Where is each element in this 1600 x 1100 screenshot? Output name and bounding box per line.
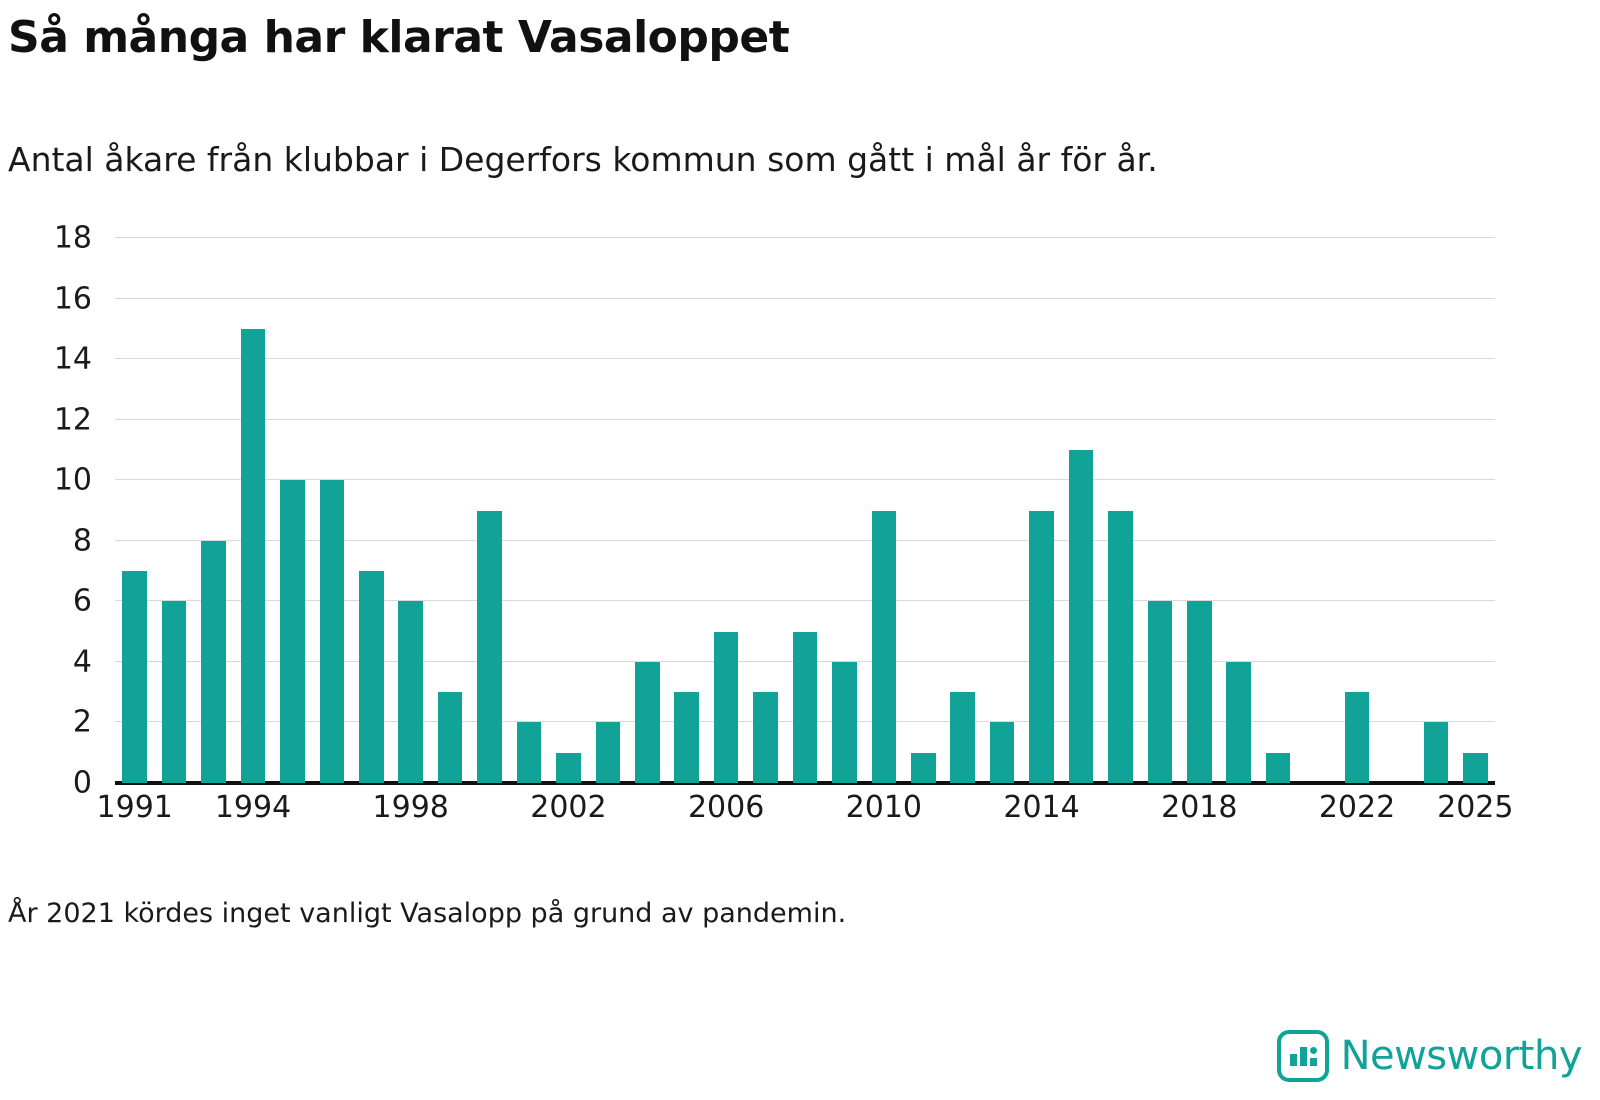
bar [398, 601, 422, 783]
bar-chart-icon [1277, 1030, 1329, 1082]
bar [122, 571, 146, 783]
bar [162, 601, 186, 783]
plot-area [115, 238, 1495, 783]
x-axis-tick-label: 1991 [96, 790, 173, 825]
gridline [115, 358, 1495, 359]
bar [1148, 601, 1172, 783]
y-axis-tick-label: 8 [72, 523, 92, 559]
bar [990, 722, 1014, 783]
y-axis-tick-label: 18 [53, 220, 92, 256]
bar [911, 753, 935, 783]
bar [201, 541, 225, 783]
x-axis-tick-label: 2002 [530, 790, 607, 825]
y-axis-tick-label: 12 [53, 402, 92, 438]
page-title: Så många har klarat Vasaloppet [8, 12, 790, 63]
bar [832, 662, 856, 783]
page-subtitle: Antal åkare från klubbar i Degerfors kommun som gått i mål år för år. [8, 140, 1158, 179]
chart-note: År 2021 kördes inget vanligt Vasalopp på grund av pandemin. [8, 898, 847, 929]
x-axis-tick-label: 2022 [1318, 790, 1396, 825]
bar [753, 692, 777, 783]
gridline [115, 298, 1495, 299]
y-axis-tick-label: 4 [72, 644, 92, 680]
bar [1266, 753, 1290, 783]
y-axis-tick-label: 14 [53, 341, 92, 377]
x-axis-tick-label: 1994 [214, 790, 292, 825]
x-axis-tick-label: 2006 [687, 790, 765, 825]
bar [714, 632, 738, 783]
y-axis-tick-label: 6 [72, 583, 92, 619]
x-axis-tick-label: 1998 [372, 790, 449, 825]
bar [320, 480, 344, 783]
bar [596, 722, 620, 783]
y-axis-tick-label: 10 [53, 462, 92, 498]
bar [241, 329, 265, 783]
logo-text: Newsworthy [1340, 1033, 1582, 1079]
bar [1226, 662, 1250, 783]
bar [517, 722, 541, 783]
gridline [115, 237, 1495, 238]
bar [635, 662, 659, 783]
y-axis-tick-label: 2 [72, 704, 92, 740]
bar [280, 480, 304, 783]
gridline [115, 419, 1495, 420]
bar [1187, 601, 1211, 783]
bar [1345, 692, 1369, 783]
x-axis-labels [96, 790, 1514, 834]
x-axis-tick-label: 2025 [1437, 790, 1514, 825]
bar [1029, 511, 1053, 784]
bar [556, 753, 580, 783]
x-axis-tick-label: 2010 [845, 790, 923, 825]
y-axis-tick-label: 16 [53, 281, 92, 317]
bar [1424, 722, 1448, 783]
bar [950, 692, 974, 783]
bar [872, 511, 896, 784]
bar [793, 632, 817, 783]
bar [438, 692, 462, 783]
x-axis-tick-label: 2018 [1161, 790, 1238, 825]
bar [1069, 450, 1093, 783]
y-axis-tick-label: 0 [72, 765, 92, 801]
bar [674, 692, 698, 783]
newsworthy-logo [1277, 1030, 1582, 1082]
x-axis-tick-label: 2014 [1003, 790, 1080, 825]
bar-chart [0, 210, 1600, 830]
bar [1108, 511, 1132, 784]
bar [1463, 753, 1487, 783]
bar [477, 511, 501, 784]
bar [359, 571, 383, 783]
